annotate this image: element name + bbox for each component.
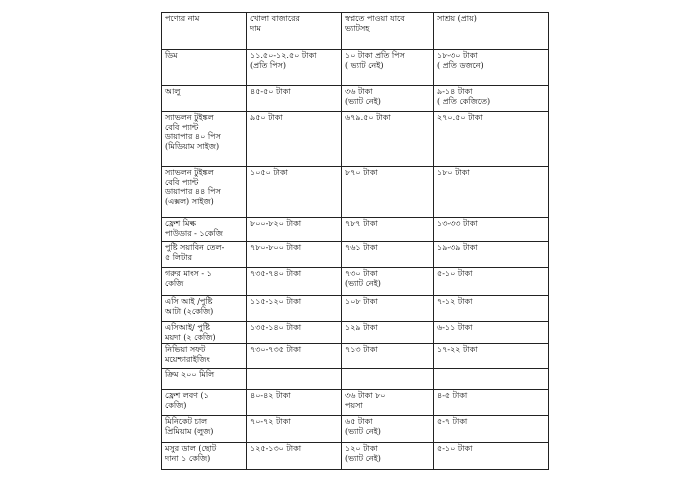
shwapno-price-cell: ৩৬ টাকা (ভ্যাট নেই) xyxy=(342,86,434,112)
shwapno-price-cell: ৭৬১ টাকা xyxy=(342,242,434,268)
table-row xyxy=(162,112,549,167)
product-cell: ক্রিম ২০০ মিলি xyxy=(162,369,247,390)
market-price-cell: ৪৫-৫০ টাকা xyxy=(247,86,342,112)
shwapno-price-cell: ১০ টাকা প্রতি পিস ( ভ্যাট নেই) xyxy=(342,50,434,86)
savings-cell: ১৮-৩০ টাকা ( প্রতি ডজনে) xyxy=(434,50,549,86)
savings-cell: ১৮০ টাকা xyxy=(434,167,549,218)
table-row xyxy=(162,268,549,296)
table-row xyxy=(162,242,549,268)
savings-cell: ৯-১৪ টাকা ( প্রতি কেজিতে) xyxy=(434,86,549,112)
savings-cell: ৫-১০ টাকা xyxy=(434,443,549,470)
product-cell: মসুর ডাল (ছোট দানা ১ কেজি) xyxy=(162,443,247,470)
table-row xyxy=(162,167,549,218)
market-price-cell: ৯৫০ টাকা xyxy=(247,112,342,167)
market-price-cell: ৮০০-৮২০ টাকা xyxy=(247,218,342,242)
shwapno-price-cell: ১০৮ টাকা xyxy=(342,296,434,322)
product-cell: গরুর মাংস - ১ কেজি xyxy=(162,268,247,296)
header-shwapno-price: স্বপ্নতে পাওয়া যাবে ভ্যাটসহ xyxy=(342,13,434,50)
table-row xyxy=(162,218,549,242)
shwapno-price-cell: ৭৮৭ টাকা xyxy=(342,218,434,242)
shwapno-price-cell: ১২০ টাকা (ভ্যাট নেই) xyxy=(342,443,434,470)
table-row xyxy=(162,390,549,416)
market-price-cell: ১৩৫-১৪০ টাকা xyxy=(247,322,342,344)
market-price-cell: ১১৫-১২০ টাকা xyxy=(247,296,342,322)
savings-cell: ১৯-৩৯ টাকা xyxy=(434,242,549,268)
savings-cell: ৭-১২ টাকা xyxy=(434,296,549,322)
savings-cell: ৪-৫ টাকা xyxy=(434,390,549,416)
product-cell: পুষ্টি সয়াবিন তেল- ৫ লিটার xyxy=(162,242,247,268)
market-price-cell: ৭৩৫-৭৪০ টাকা xyxy=(247,268,342,296)
savings-cell: ৬-১১ টাকা xyxy=(434,322,549,344)
shwapno-price-cell: ৬৫ টাকা (ভ্যাট নেই) xyxy=(342,416,434,443)
savings-cell: ২৭০.৫০ টাকা xyxy=(434,112,549,167)
table-row xyxy=(162,296,549,322)
savings-cell: ১৭-২২ টাকা xyxy=(434,344,549,369)
header-open-market-price: খোলা বাজারের দাম xyxy=(247,13,342,50)
table-header-row xyxy=(162,13,549,50)
shwapno-price-cell: ৩৬ টাকা ৮০ পয়সা xyxy=(342,390,434,416)
savings-cell xyxy=(434,369,549,390)
market-price-cell: ৪০-৪২ টাকা xyxy=(247,390,342,416)
market-price-cell: ৭৩০-৭৩৫ টাকা xyxy=(247,344,342,369)
shwapno-price-cell: ৮৭০ টাকা xyxy=(342,167,434,218)
product-cell: স্যাভলন টুইঙ্কল বেবি প্যান্ট ডায়াপার ৪০ পিস (মিডিয়াম সাইজ) xyxy=(162,112,247,167)
market-price-cell: ৭০-৭২ টাকা xyxy=(247,416,342,443)
market-price-cell: ৭৮০-৮০০ টাকা xyxy=(247,242,342,268)
shwapno-price-cell xyxy=(342,369,434,390)
market-price-cell: ১০৫০ টাকা xyxy=(247,167,342,218)
table-row xyxy=(162,322,549,344)
product-cell: স্যাভলন টুইঙ্কল বেবি প্যান্ট ডায়াপার ৪৪ পিস (এক্সল) সাইজ) xyxy=(162,167,247,218)
shwapno-price-cell: ৭৩০ টাকা (ভ্যাট নেই) xyxy=(342,268,434,296)
market-price-cell xyxy=(247,369,342,390)
product-cell: ফ্রেশ লবণ (১ কেজি) xyxy=(162,390,247,416)
product-cell: এসিআই/ পুষ্টি ময়দা (২ কেজি) xyxy=(162,322,247,344)
table-row xyxy=(162,443,549,470)
product-cell: নিভিয়া সফট ময়েশ্চারাইজিং xyxy=(162,344,247,369)
table-row xyxy=(162,369,549,390)
shwapno-price-cell: ৬৭৯.৫০ টাকা xyxy=(342,112,434,167)
price-comparison-table xyxy=(161,12,549,470)
shwapno-price-cell: ৭১৩ টাকা xyxy=(342,344,434,369)
market-price-cell: ১১.৫০-১২.৫০ টাকা (প্রতি পিস) xyxy=(247,50,342,86)
table-row xyxy=(162,344,549,369)
table-row xyxy=(162,416,549,443)
table-row xyxy=(162,50,549,86)
product-cell: মিনিকেট চাল প্রিমিয়াম (লুজ) xyxy=(162,416,247,443)
savings-cell: ৫-৭ টাকা xyxy=(434,416,549,443)
product-cell: ফ্রেশ মিল্ক পাউডার - ১কেজি xyxy=(162,218,247,242)
header-product-name: পণ্যের নাম xyxy=(162,13,247,50)
product-cell: ডিম xyxy=(162,50,247,86)
shwapno-price-cell: ১২৯ টাকা xyxy=(342,322,434,344)
savings-cell: ১৩-৩৩ টাকা xyxy=(434,218,549,242)
savings-cell: ৫-১০ টাকা xyxy=(434,268,549,296)
market-price-cell: ১২৫-১৩০ টাকা xyxy=(247,443,342,470)
table-row xyxy=(162,86,549,112)
product-cell: এসি আই /পুষ্টি আটা (২কেজি) xyxy=(162,296,247,322)
header-savings: সাশ্রয় (প্রায়) xyxy=(434,13,549,50)
product-cell: আলু xyxy=(162,86,247,112)
